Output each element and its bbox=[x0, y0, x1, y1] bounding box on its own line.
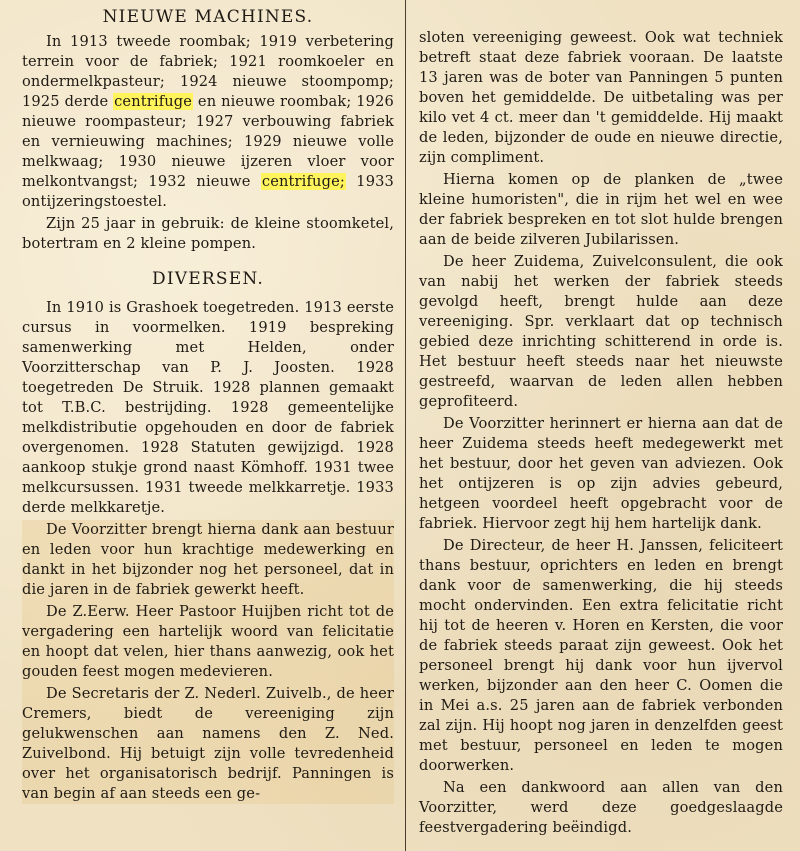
highlighted-word-centrifuge-1: centrifuge bbox=[114, 93, 193, 110]
machines-text-c: 1933 ontijzeringstoestel. bbox=[22, 173, 394, 210]
right-paragraph-3: De heer Zuidema, Zuivelconsulent, die ook van nabij het werken der fabriek steeds gevolgd heeft, brengt hulde aan deze vereeniging. Spr. verklaart dat op technisch gebied deze inrichting schitterend in orde is. Het bestuur heeft steeds naar het nieuwste gestreefd, waarvan de leden allen hebben geprofiteerd. bbox=[419, 253, 783, 410]
right-paragraph-4: De Voorzitter herinnert er hierna aan dat de heer Zuidema steeds heeft medegewerkt met het bestuur, door het geven van adviezen. Ook het ontijzeren is op zijn advies gebeurd, hetgeen voordeel heeft opgebracht voor de fabriek. Hiervoor zegt hij hem hartelijk dank. bbox=[419, 415, 783, 532]
diversen-paragraph-3: De Z.Eerw. Heer Pastoor Huijben richt tot de vergadering een hartelijk woord van felicitatie en hoopt dat velen, hier thans aanwezig, ook het gouden feest mogen medevieren. bbox=[22, 603, 394, 680]
machines-text-b: en nieuwe roombak; 1926 nieuwe roompasteur; 1927 verbouwing fabriek en vernieuwing machines; 1929 nieuwe volle melkwaag; 1930 nieuwe ijzeren vloer voor melkontvangst; 1932 nieuwe bbox=[22, 93, 394, 190]
right-paragraph-6: Na een dankwoord aan allen van den Voorzitter, werd deze goedgeslaagde feestvergadering beëindigd. bbox=[419, 779, 783, 836]
diversen-paragraph-2: De Voorzitter brengt hierna dank aan bestuur en leden voor hun krachtige medewerking en dankt in het bijzonder nog het personeel, dat in die jaren in de fabriek gewerkt heeft. bbox=[22, 521, 394, 598]
diversen-paragraph-1: In 1910 is Grashoek toegetreden. 1913 eerste cursus in voormelken. 1919 bespreking samenwerking met Helden, onder Voorzitterschap van P. J. Joosten. 1928 toegetreden De Struik. 1928 plannen gemaakt tot T.B.C. bestrijding. 1928 gemeentelijke melkdistributie opgehouden en door de fabriek overgenomen. 1928 Statuten gewijzigd. 1928 aankoop stukje grond naast Kömhoff. 1931 twee melkcursussen. 1931 tweede melkkarretje. 1933 derde melkkaretje. bbox=[22, 299, 394, 516]
right-column bbox=[419, 28, 783, 851]
heading-diversen: DIVERSEN. bbox=[152, 269, 264, 289]
tinted-block bbox=[22, 520, 394, 804]
diversen-paragraph-4: De Secretaris der Z. Nederl. Zuivelb., de heer Cremers, biedt de vereeniging zijn gelukwenschen aan namens den Z. Ned. Zuivelbond. Hij betuigt zijn volle tevredenheid over het organisatorisch bedrijf. Panningen is van begin af aan steeds een ge- bbox=[22, 685, 394, 802]
heading-nieuwe-machines: NIEUWE MACHINES. bbox=[102, 7, 314, 27]
machines-text-a: In 1913 tweede roombak; 1919 verbetering terrein voor de fabriek; 1921 roomkoeler en ondermelkpasteur; 1924 nieuwe stoompomp; 1925 derde bbox=[22, 33, 394, 110]
right-paragraph-1: sloten vereeniging geweest. Ook wat techniek betreft staat deze fabriek vooraan. De laatste 13 jaren was de boter van Panningen 5 punten boven het gemiddelde. De uitbetaling was per kilo vet 4 ct. meer dan 't gemiddelde. Hij maakt de leden, bijzonder de oude en nieuwe directie, zijn compliment. bbox=[419, 29, 783, 166]
machines-paragraph-2: Zijn 25 jaar in gebruik: de kleine stoomketel, botertram en 2 kleine pompen. bbox=[22, 215, 394, 252]
column-divider bbox=[405, 0, 406, 851]
highlighted-word-centrifuge-2: centrifuge; bbox=[261, 173, 345, 190]
right-paragraph-2: Hierna komen op de planken de „twee kleine humoristen", die in rijm het wel en wee der fabriek bespreken en tot slot hulde brengen aan de beide zilveren Jubilarissen. bbox=[419, 171, 783, 248]
right-paragraph-5: De Directeur, de heer H. Janssen, feliciteert thans bestuur, oprichters en leden en brengt dank voor de samenwerking, die hij steeds mocht ondervinden. Een extra felicitatie richt hij tot de heeren v. Horen en Kersten, die voor de fabriek steeds paraat zijn geweest. Ook het personeel brengt hij dank voor hun ijvervol werken, bijzonder aan den heer C. Oomen die in Mei a.s. 25 jaren aan de fabriek verbonden zal zijn. Hij hoopt nog jaren in denzelfden geest met bestuur, personeel en leden te mogen doorwerken. bbox=[419, 537, 783, 774]
machines-paragraph-1 bbox=[22, 32, 394, 212]
left-column bbox=[22, 6, 394, 851]
